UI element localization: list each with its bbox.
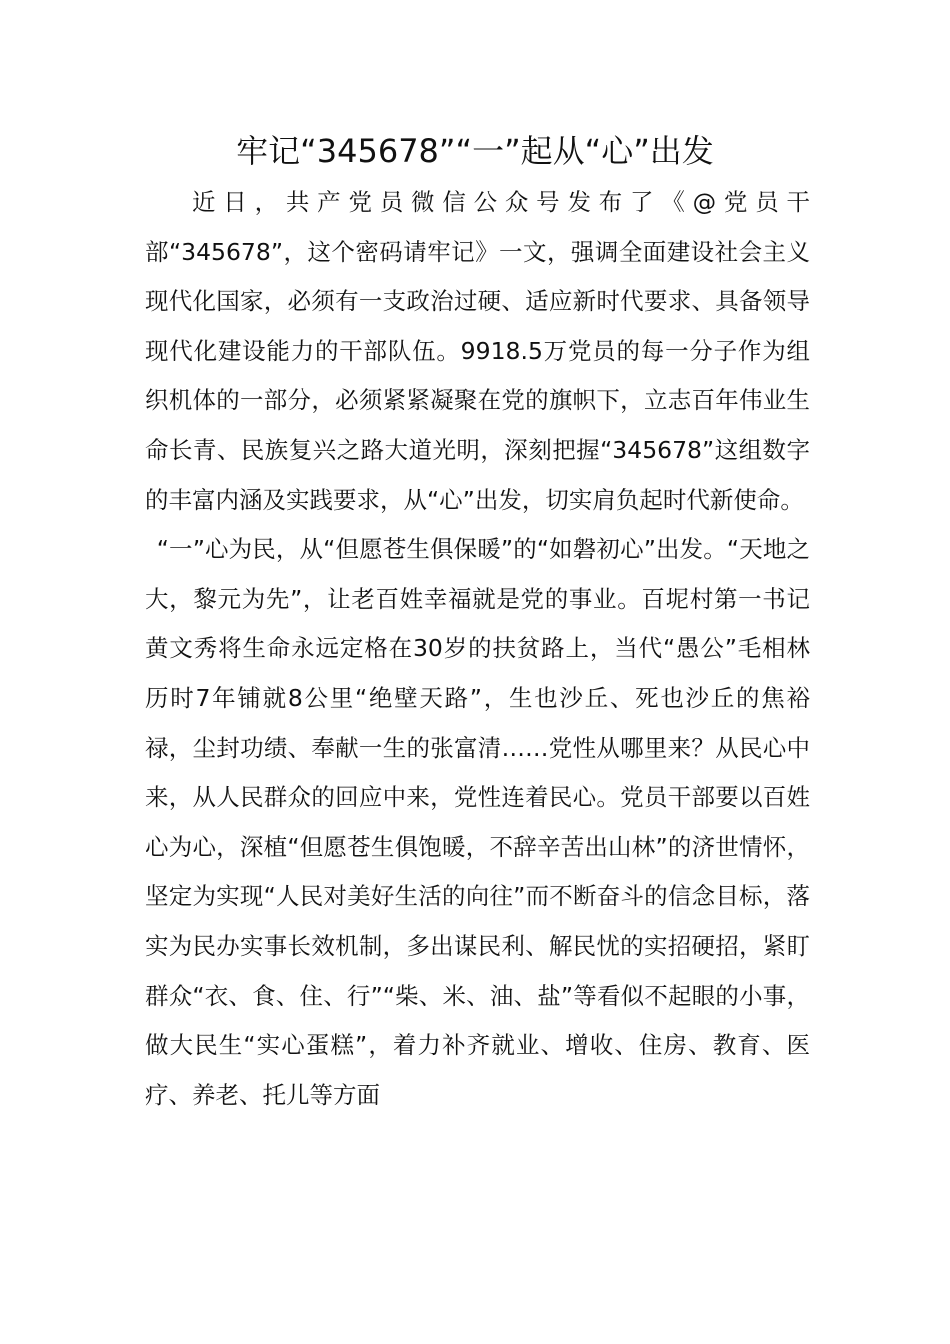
document-title: 牢记“345678”“一”起从“心”出发 [236, 132, 714, 170]
paragraph-intro: 近日，共产党员微信公众号发布了《@党员干部“345678”，这个密码请牢记》一文，强调全面建设社会主义现代化国家，必须有一支政治过硬、适应新时代要求、具备领导现代化建设能力的干部队伍。9918.5万党员的每一分子作为组织机体的一部分，必须紧紧凝聚在党的旗帜下，立志百年伟业生命长青、民族复兴之路大道光明，深刻把握“345678”这组数字的丰富内涵及实践要求，从“心”出发，切实肩负起时代新使命。 [145, 188, 810, 514]
document-body [145, 178, 810, 1120]
paragraph-one-heart: “一”心为民，从“但愿苍生俱保暖”的“如磐初心”出发。“天地之大，黎元为先”，让老百姓幸福就是党的事业。百坭村第一书记黄文秀将生命永远定格在30岁的扶贫路上，当代“愚公”毛相林历时7年铺就8公里“绝壁天路”，生也沙丘、死也沙丘的焦裕禄，尘封功绩、奉献一生的张富清……党性从哪里来？从民心中来，从人民群众的回应中来，党性连着民心。党员干部要以百姓心为心，深植“但愿苍生俱饱暖，不辞辛苦出山林”的济世情怀，坚定为实现“人民对美好生活的向往”而不断奋斗的信念目标，落实为民办实事长效机制，多出谋民利、解民忧的实招硬招，紧盯群众“衣、食、住、行”“柴、米、油、盐”等看似不起眼的小事，做大民生“实心蛋糕”，着力补齐就业、增收、住房、教育、医疗、养老、托儿等方面 [145, 535, 810, 1109]
